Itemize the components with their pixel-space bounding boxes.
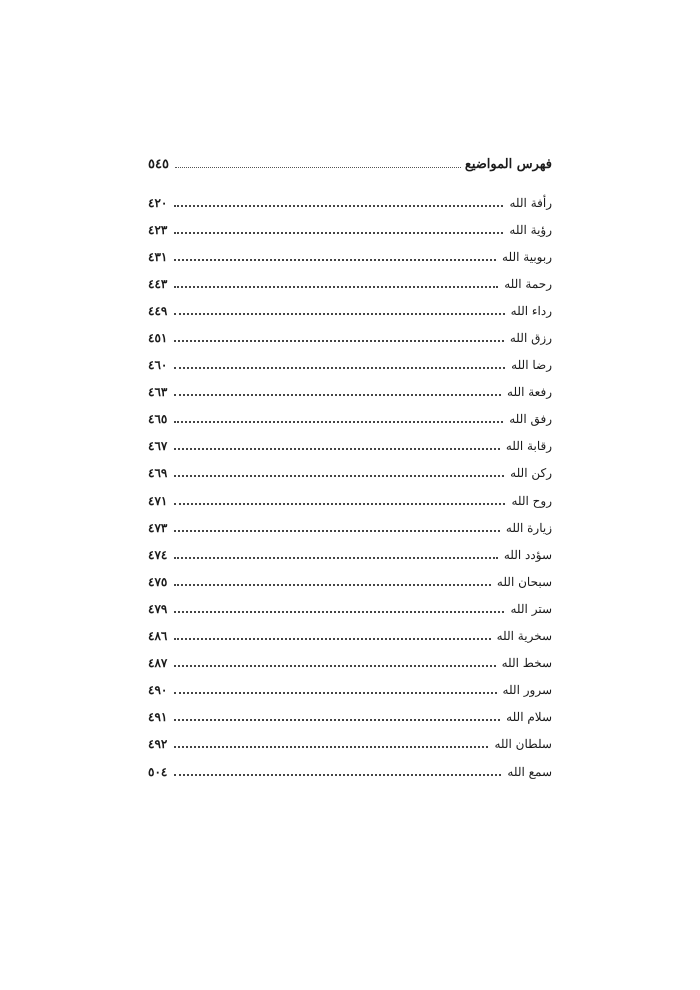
toc-entry-title: ستر الله bbox=[510, 601, 552, 616]
toc-dot-leader bbox=[174, 638, 491, 640]
toc-entry-title: سبحان الله bbox=[496, 574, 552, 589]
header-title: فهرس المواضيع bbox=[464, 157, 552, 172]
toc-entry-title: سلطان الله bbox=[494, 737, 552, 752]
toc-entry-page-number: ٤٨٦ bbox=[148, 629, 168, 644]
toc-dot-leader bbox=[174, 232, 503, 234]
toc-dot-leader bbox=[174, 746, 488, 748]
toc-entry-title: روح الله bbox=[511, 493, 552, 508]
toc-entry bbox=[148, 189, 552, 216]
toc-entry-page-number: ٤٦٣ bbox=[148, 385, 168, 400]
table-of-contents bbox=[148, 189, 552, 785]
toc-dot-leader bbox=[174, 719, 500, 721]
toc-entry bbox=[148, 541, 552, 568]
toc-dot-leader bbox=[174, 259, 496, 261]
toc-dot-leader bbox=[174, 503, 505, 505]
toc-entry-page-number: ٥٠٤ bbox=[148, 764, 168, 779]
toc-entry-page-number: ٤٦٧ bbox=[148, 439, 168, 454]
toc-entry bbox=[148, 758, 552, 785]
toc-entry-page-number: ٤٩١ bbox=[148, 710, 168, 725]
toc-entry bbox=[148, 568, 552, 595]
toc-entry-title: رزق الله bbox=[509, 331, 552, 346]
toc-entry-page-number: ٤٣١ bbox=[148, 249, 168, 264]
toc-entry-page-number: ٤٦٥ bbox=[148, 412, 168, 427]
toc-entry-page-number: ٤٦٠ bbox=[148, 358, 168, 373]
toc-entry-title: زيارة الله bbox=[505, 520, 552, 535]
toc-entry bbox=[148, 460, 552, 487]
toc-entry-title: رفق الله bbox=[509, 412, 552, 427]
toc-dot-leader bbox=[174, 394, 501, 396]
toc-entry-page-number: ٤٧٥ bbox=[148, 574, 168, 589]
toc-entry-title: سؤدد الله bbox=[503, 547, 552, 562]
toc-dot-leader bbox=[174, 421, 503, 423]
toc-entry bbox=[148, 704, 552, 731]
toc-entry-title: رفعة الله bbox=[507, 385, 552, 400]
toc-entry-title: سخرية الله bbox=[496, 629, 552, 644]
toc-entry bbox=[148, 677, 552, 704]
toc-entry bbox=[148, 216, 552, 243]
toc-entry-page-number: ٤٢٣ bbox=[148, 222, 168, 237]
toc-entry-title: رحمة الله bbox=[504, 276, 552, 291]
header-page-number: ٥٤٥ bbox=[148, 157, 169, 172]
toc-entry-title: رأفة الله bbox=[509, 195, 552, 210]
toc-entry bbox=[148, 487, 552, 514]
toc-entry-page-number: ٤٦٩ bbox=[148, 466, 168, 481]
toc-dot-leader bbox=[174, 448, 500, 450]
toc-entry-title: رضا الله bbox=[511, 358, 552, 373]
toc-entry-page-number: ٤٧٤ bbox=[148, 547, 168, 562]
toc-entry-title: سلام الله bbox=[506, 710, 552, 725]
toc-entry bbox=[148, 731, 552, 758]
header-leader bbox=[175, 167, 461, 168]
toc-entry-page-number: ٤٨٧ bbox=[148, 656, 168, 671]
toc-dot-leader bbox=[174, 557, 498, 559]
toc-dot-leader bbox=[174, 611, 504, 613]
toc-entry-title: سمع الله bbox=[507, 764, 552, 779]
toc-entry bbox=[148, 623, 552, 650]
toc-dot-leader bbox=[174, 367, 505, 369]
toc-entry bbox=[148, 324, 552, 351]
toc-entry-title: ربوبية الله bbox=[502, 249, 552, 264]
toc-entry-title: رؤية الله bbox=[509, 222, 552, 237]
toc-dot-leader bbox=[174, 475, 504, 477]
running-header bbox=[148, 150, 552, 172]
toc-entry-page-number: ٤٧٩ bbox=[148, 601, 168, 616]
toc-entry-page-number: ٤٥١ bbox=[148, 331, 168, 346]
toc-dot-leader bbox=[174, 692, 497, 694]
toc-entry bbox=[148, 595, 552, 622]
toc-entry-title: سرور الله bbox=[502, 683, 552, 698]
toc-dot-leader bbox=[174, 340, 504, 342]
toc-dot-leader bbox=[174, 584, 491, 586]
toc-entry bbox=[148, 352, 552, 379]
toc-dot-leader bbox=[174, 665, 496, 667]
toc-entry-page-number: ٤٩٢ bbox=[148, 737, 168, 752]
toc-entry-page-number: ٤٧١ bbox=[148, 493, 168, 508]
toc-entry bbox=[148, 243, 552, 270]
toc-entry bbox=[148, 406, 552, 433]
toc-entry-title: ركن الله bbox=[510, 466, 552, 481]
toc-dot-leader bbox=[174, 313, 505, 315]
toc-entry bbox=[148, 270, 552, 297]
toc-entry bbox=[148, 433, 552, 460]
toc-entry bbox=[148, 379, 552, 406]
toc-entry-page-number: ٤٢٠ bbox=[148, 195, 168, 210]
toc-entry-title: رقابة الله bbox=[505, 439, 552, 454]
toc-dot-leader bbox=[174, 774, 501, 776]
toc-entry-title: سخط الله bbox=[501, 656, 552, 671]
toc-dot-leader bbox=[174, 286, 498, 288]
toc-dot-leader bbox=[174, 530, 500, 532]
toc-entry bbox=[148, 650, 552, 677]
toc-entry-page-number: ٤٩٠ bbox=[148, 683, 168, 698]
toc-entry-title: رداء الله bbox=[510, 303, 552, 318]
toc-entry-page-number: ٤٤٣ bbox=[148, 276, 168, 291]
toc-entry bbox=[148, 297, 552, 324]
toc-entry-page-number: ٤٧٣ bbox=[148, 520, 168, 535]
toc-entry-page-number: ٤٤٩ bbox=[148, 303, 168, 318]
toc-dot-leader bbox=[174, 205, 503, 207]
toc-entry bbox=[148, 514, 552, 541]
